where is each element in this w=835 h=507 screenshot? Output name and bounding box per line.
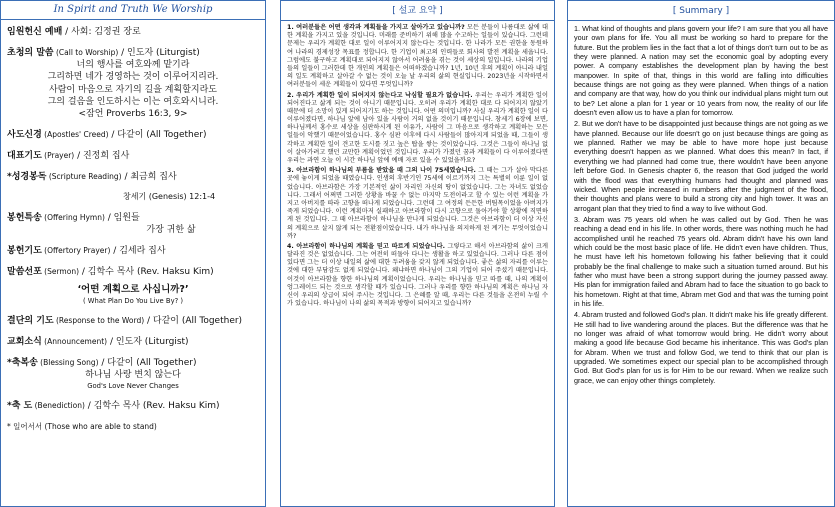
response-row: 결단의 기도 (Response to the Word) / 다같이 (All Together) (7, 316, 243, 327)
english-summary-panel (567, 0, 835, 507)
scripture-ref: 창세기 (Genesis) 12:1-4 (123, 192, 216, 202)
korean-paragraph: 4. 아브라함이 하나님의 계획을 믿고 따르게 되었습니다. 그렇다고 해서 아브라함의 삶이 크게 달라진 것은 없었습니다. 그는 여전히 떠돌아 다니는 생활을 하고 있었습니다. 그러나 다른 점이 있다면 그는 더 이상 내일의 삶에 대한 두려움을 갖지 않게 되었습니다. 좋은 삶의 자리를 이루는 것에 대한 부담감도 없게 되었습니다. 왜냐하면 하나님이 그의 기업이 되어 주셨기 때문입니다. 이것이 아브라함을 향한 하나님의 계획이었습니다. 우리는 하나님을 믿고 따를 때, 나의 계획이 엉그레이드 되는 것으로 생각할 때가 있습니다. 그러나 우리를 향한 하나님의 계획은 하나님 자신이 우리의 상급이 되어 주시는 것입니다. 그 은혜를 알 때, 우리는 다른 것들을 온전히 누릴 수가 있습니다. 하나님이 나의 삶의 목적과 방향이 되어지고 있습니까? (287, 242, 548, 308)
english-paragraph: 3. Abram was 75 years old when he was called out by God. Then he was reaching a dead end in his life. In other words, there was nothing much he had accomplished until he reached 75 years old. Abram didn't have his own land which could be the most basic place of life. He didn't even have children. Thus, he must have left his hometown following his father believing that it could probably be the final challenge to make such a situation turned around. But his father who must have been a strong support during the journey passed away. His plan for immigration failed and Abram had to face the situation to go back to his hometown. Right at that time, Abram met God and that was the turning point in his life. (574, 214, 828, 308)
offertory-row: 봉헌기도 (Offertory Prayer) / 김세라 집사 (7, 246, 166, 257)
opening-row: 임원헌신 예배 / 사회: 김정권 장로 (7, 27, 141, 37)
call-verse: 너의 행사를 여호와께 맡기라 그리하면 네가 경영하는 것이 이루어지리라. 사람이 마음으로 자기의 길을 계획할지라도 그의 걸음을 인도하시는 이는 여호와시니라. <잠언 Proverbs 16:3, 9> (47, 60, 219, 120)
sermon-row: 말씀선포 (Sermon) / 김학수 목사 (Rev. Haksu Kim) (7, 267, 214, 278)
sermon-title: ‘어떤 계획으로 사십니까?’ (77, 284, 189, 296)
blessing-title: 하나님 사랑 변치 않는다 (85, 370, 181, 381)
bulletin-title: In Spirit and Truth We Worship (1, 1, 265, 20)
prayer-row: 대표기도 (Prayer) / 진정희 집사 (7, 151, 130, 162)
english-paragraph: 4. Abram trusted and followed God's plan. It didn't make his life greatly different. He still had to live wandering around the places. But the difference was that he no longer was afraid of what tomorrow would bring. He didn't worry about making a good life because God became his inheritance. This was God's plan for Abram. When we trust and follow God, we tend to think that our plan is upgraded. We sometimes expect our special plan to be accomplished through God. But God's plan for us is for Him to be our reward. When we realize such grace, we can enjoy other things completely. (574, 310, 828, 385)
offering-hymn-title: 가장 귀한 삶 (146, 225, 196, 236)
korean-paragraph: 3. 아브라함이 하나님의 부름을 받았을 때 그의 나이 75세였습니다. 그 때는 그가 살아 막다른 곳에 놓이게 되었을 때였습니다. 인생의 후반기인 75세에 이르기까지 그는 특별히 이룬 일이 없었습니다. 아브라함은 가장 기본적인 삶이 자리인 자신의 땅이 없었습니다. 그는 자녀도 없었습니다. 그래서 어쩌면 그러한 상황을 바꿀 수 없는 마지막 도전이라고 할 수 있는 이런 계획을 가지고 아버지를 따라 고향을 떠나게 되었습니다. 그런데 그 여정의 든든한 버팀목이었을 아버지가 죽게 되었습니다. 이런 계획마저 실패하고 아브라함이 다시 고향으로 돌아가야 할 상황에 직면하게 된 것입니다. 그 때 아브라함이 하나님을 만나게 되었습니다. 그것은 아브라함이 더 이상 자신의 계획으로 살지 않게 되는 전환점이었습니다. 내가 하나님을 의지하게 된 계기는 무엇이었습니까? (287, 167, 548, 240)
scripture-row: *성경봉독 (Scripture Reading) / 최금희 집사 (7, 172, 177, 183)
korean-paragraph: 2. 우리가 계획한 일이 되어지지 않는다고 낙심할 필요가 없습니다. 우리는 우리가 계획한 일이 되어진다고 삶게 되는 것이 아니기 때문입니다. 오히려 우리가 계획한 대로 다 되어지지 않았기 때문에 더 소망이 있게 되어지기도 하는 것입니다. 어떤 의미입니까? 사실 우리가 계획한 일이 다 이루어졌다면, 하나님 앞에 남아 있을 사람이 거의 없을 것이기 때문입니다. 창세기 6장에 보면, 하나님께서 홍수로 세상을 심판하시게 된 이유가, 사람이 그 마음으로 생각하고 계획하는 모든 일들이 악했기 때문이었습니다. 홍수 심판 이후에 다시 사람들이 많아지게 되었을 때, 그들이 생각하고 계획한 일이 견고한 도시를 짓고 높은 탑을 쌓는 것이었습니다. 그것은 그들이 하나님 없이 살아가려고 했던 교만한 계획이었던 것입니다. 우리가 가졌던 꿈과 계획들이 다 이루어졌다면 우리는 과연 오늘 이 시간 하나님 앞에 예배 자로 있을 수 있었을까요? (287, 91, 549, 164)
benediction-row: *축 도 (Benediction) / 김학수 목사 (Rev. Haksu Kim) (7, 401, 220, 412)
blessing-title-en: God's Love Never Changes (87, 382, 179, 391)
call-row: 초청의 말씀 (Call to Worship) / 인도자 (Liturgist) (7, 48, 200, 58)
english-paragraph: 2. But we don't have to be disappointed just because things are not going as we have planned. Because our life doesn't go on just because things are going as we planned. Rather we may be able to have more hope just because everything doesn't happen as we planned. What does this mean? In fact, if everything we had planned had come true, there wouldn't have been anyone left before God. In Genesis chapter 6, the reason that God judged the world with the flood was that everything humans had thought and planned was wicked. When people increased in numbers after the judgment of the flood, their thoughts and plans were to build a strong city and high tower. It was an arrogant plan that they tried to find a way to live without God. (574, 119, 828, 213)
stand-note: * 일어서서 (Those who are able to stand) (7, 422, 157, 432)
offering-hymn-row: 봉헌특송 (Offering Hymn) / 임원들 (7, 213, 140, 224)
english-summary-title: [ Summary ] (568, 1, 834, 21)
korean-paragraph: 1. 여러분들은 어떤 생각과 계획들을 가지고 살아가고 있습니까? 모든 분들이 나름대로 삶에 대한 계획을 가지고 있을 것입니다. 미래를 준비하기 위해 많을 수고하는 일들이 있습니다. 그런데 문제는 우리가 계획한 대로 일이 이루어지지 않는다는 것입니다. 한 나라가 모든 권한을 동원하여 나라의 경제성장 목표를 정합니다. 한 기업이 최고의 인력들로 회사의 발전 계획을 세웁니다. 그럼에도 불구하고 계획대로 되어지지 않아서 어려움을 겪는 것이 세상의 일입니다. 나라의 기업들의 일들이 그러한데 한 개인의 계획들은 어떠하겠습니까? 1년, 10년 후의 계획이 아니라 내일의 일도 계획하고 살아갈 수 없는 것이 오늘 날 우리의 삶의 현실입니다. 2023년을 시작하면서 여러분들이 세운 계획들이 있다면 무엇입니까? (287, 24, 549, 89)
korean-summary-title: [ 설교 요약 ] (281, 1, 554, 21)
announcement-row: 교회소식 (Announcement) / 인도자 (Liturgist) (7, 337, 189, 348)
bulletin-panel (0, 0, 266, 507)
creed-row: 사도신경 (Apostles' Creed) / 다같이 (All Together) (7, 130, 207, 141)
korean-summary-panel (280, 0, 555, 507)
blessing-row: *축복송 (Blessing Song) / 다같이 (All Together) (7, 358, 197, 369)
sermon-title-en: ( What Plan Do You Live By? ) (82, 297, 184, 306)
english-paragraph: 1. What kind of thoughts and plans govern your life? I am sure that you all have your own plans for life. You all must be working so hard to prepare for the future. But the problem lies in the fact that a lot of things don't turn out to be as they were planned. A nation may set the economic goal by adopting every power. A company establishes the development plan by having the best manpower. In spite of that, things in this world are falling into difficulties because things are not going as they were planned. When things of a nation and company are that way, how do you think our individual plans might turn out to be? Let alone a plan for 1 year or 10 years from now, the reality of our life doesn't even allow us to have a plan for tomorrow. (574, 24, 828, 118)
